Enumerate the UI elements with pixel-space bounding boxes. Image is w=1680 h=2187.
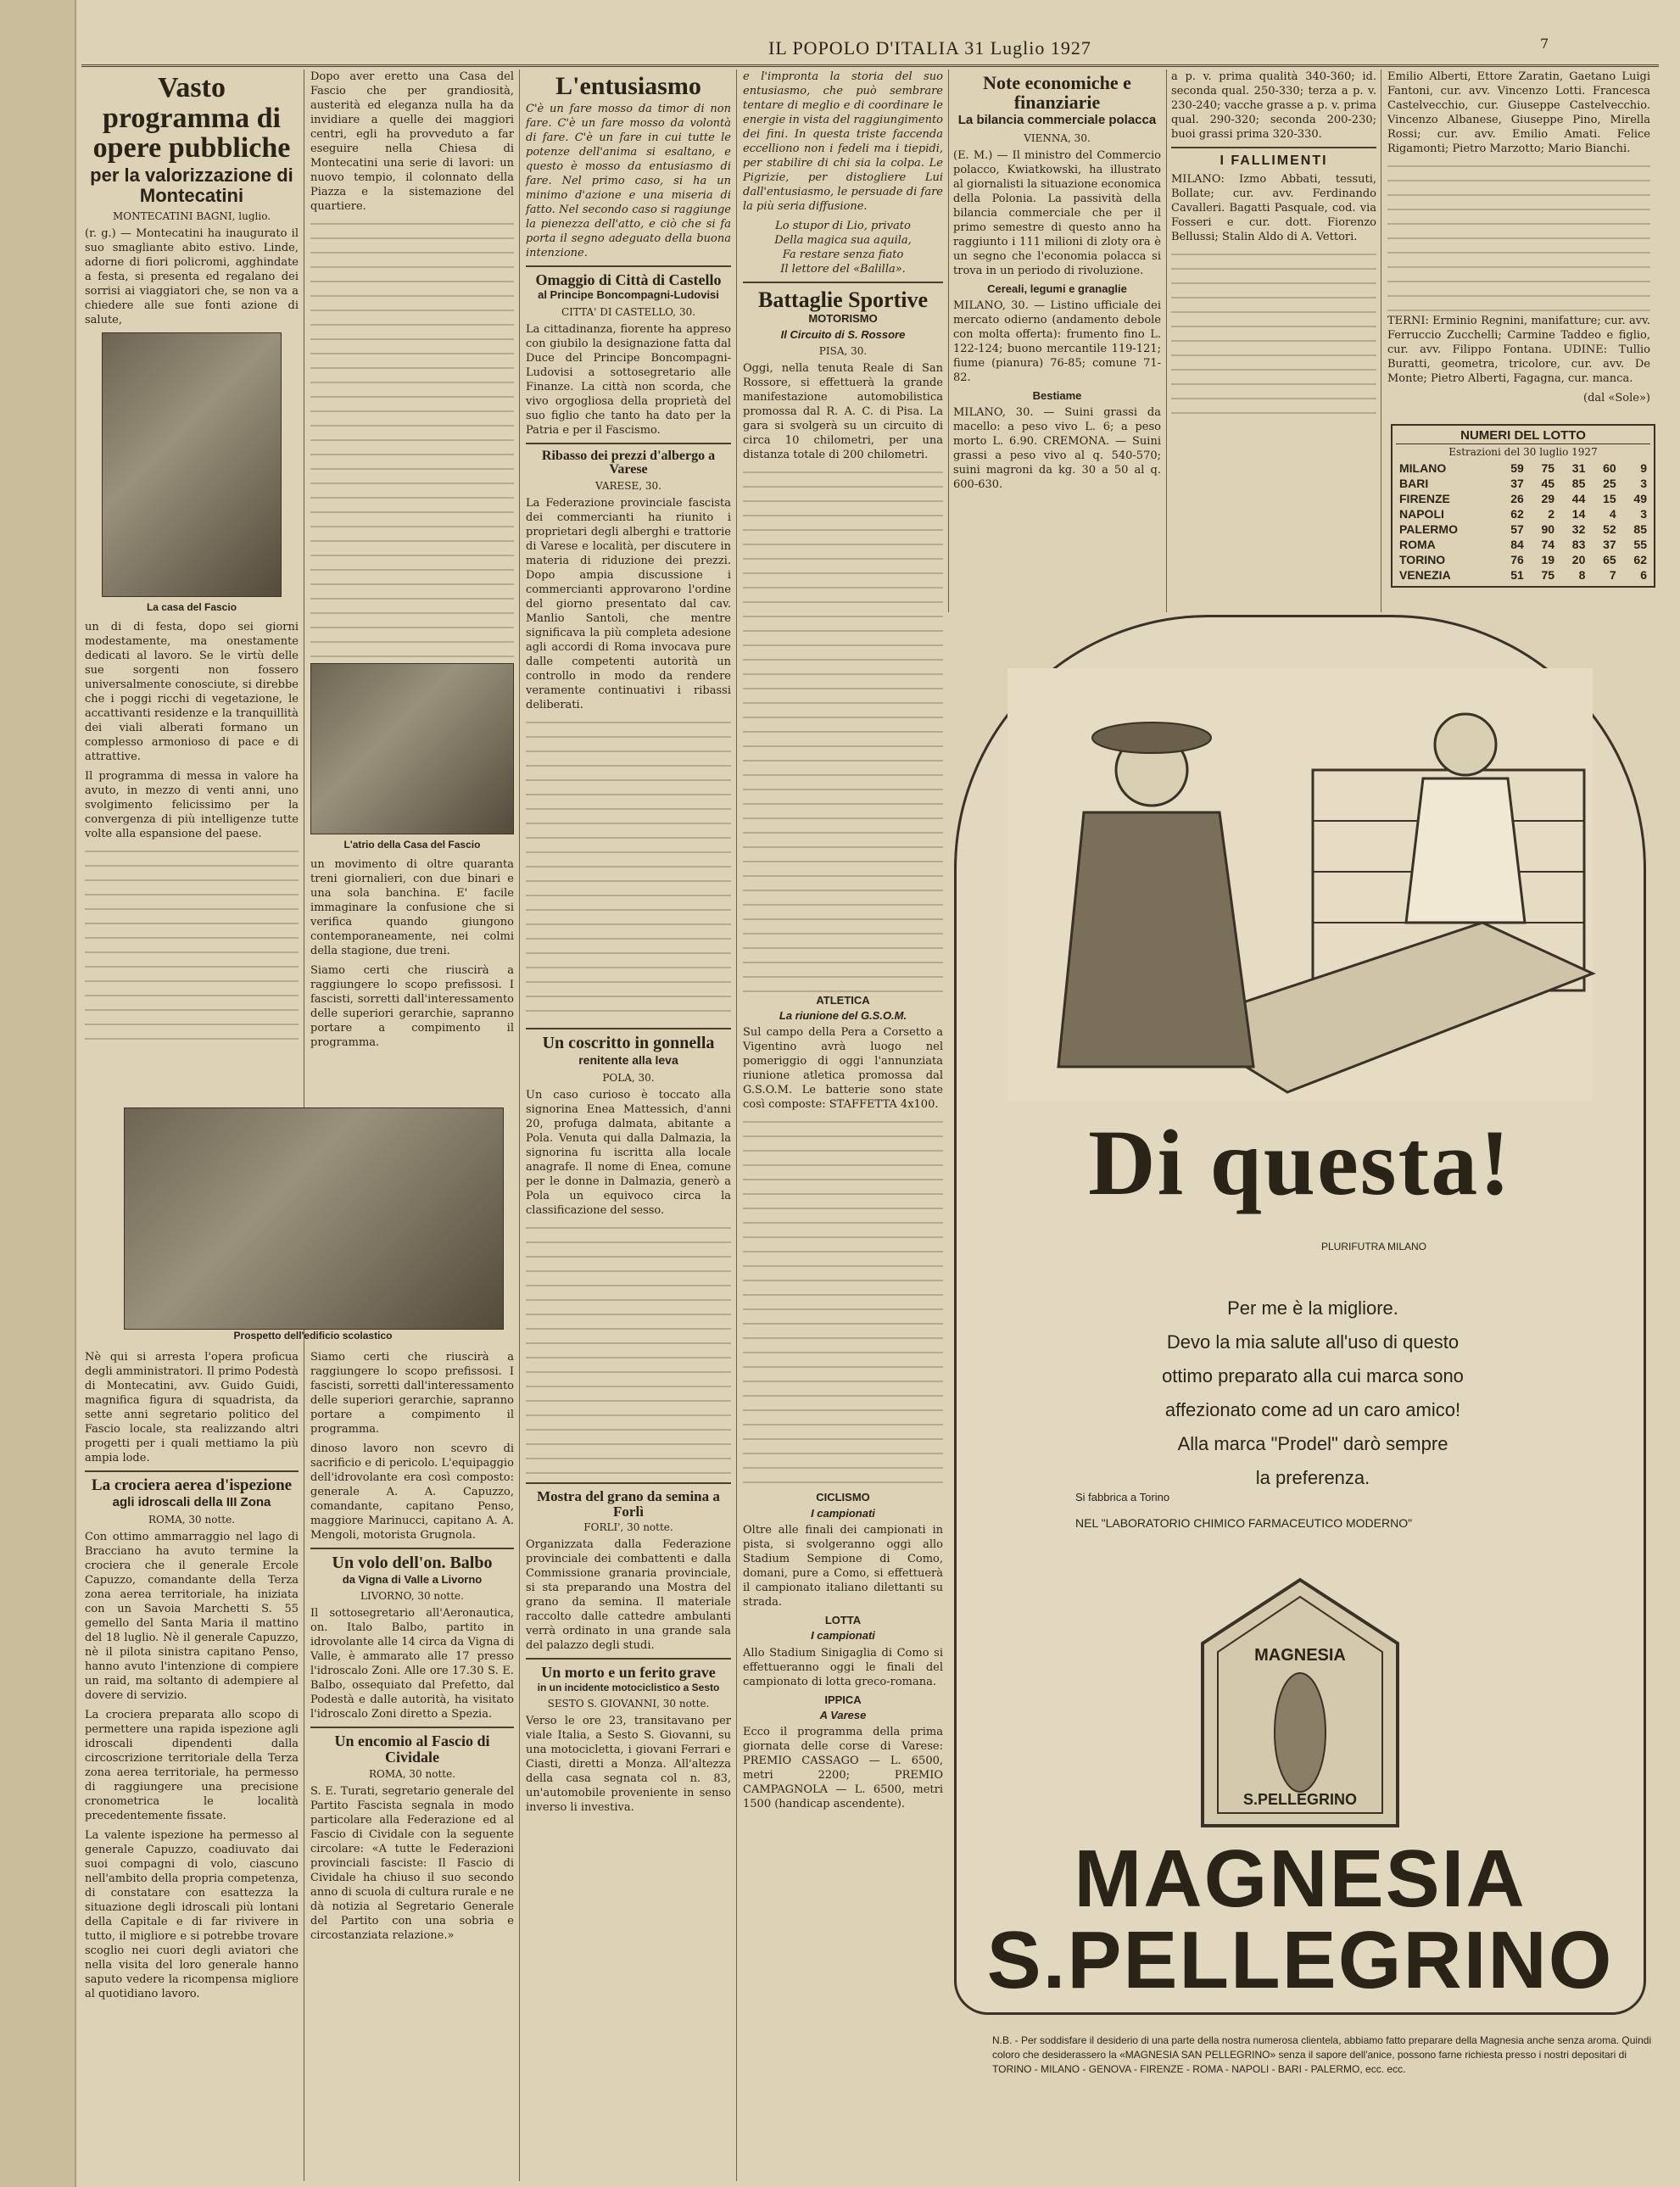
article-paragraph: e l'impronta la storia del suo entusiasmo, che può sembrare tentare di meglio e di coordinare le energie in vista del raggiungimento dei fini. In questa triste faccenda eccelliono non i fedeli ma i tiepidi, per stabilire di chi sia la colpa. Le Pigrizie, per distogliere Lui dall'entusiasmo, le persuade di fare la più seria diffusione. [743,70,947,213]
subhead-montecatini: per la valorizzazione di Montecatini [90,165,293,207]
dateline: POLA, 30. [602,1071,655,1084]
article-paragraph: Oltre alle finali dei campionati in pista, si svolgeranno oggi allo Stadium Sempione di Como, domani, pure a Como, si effettuerà il campionato italiano dilettanti su strada. [743,1524,947,1610]
lotto-number: 60 [1603,460,1616,475]
divider [526,265,731,267]
section-bestiame: Bestiame [1032,388,1082,402]
bottle-label-icon [1194,1576,1406,1830]
column-2 [310,70,518,1096]
subhead-bilancia-polacca: La bilancia commerciale polacca [957,113,1157,128]
lotto-number: 31 [1571,460,1586,475]
article-continuation [1171,249,1376,419]
photo-caption: Prospetto dell'edificio scolastico [233,1330,393,1342]
article-paragraph: La cittadinanza, fiorente ha appreso con giubilo la designazione fatta dal Duce del Principe Boncompagni-Ludovisi a sottosegretario alle Finanze. La città non scorda, che vivo orgogliosa della proprietà del suo figlio che tanto ha dato per la Patria e per il Fascismo. [526,322,735,437]
photo-casa-fascio [102,332,282,597]
article-paragraph: Oggi, nella tenuta Reale di San Rossore, si effettuerà la grande manifestazione automobilistica promossa dal R. A. C. di Pisa. La gara si svolgerà su un circuito di circa 10 chilometri, per una distanza totale di 200 chilometri. [743,361,947,461]
subsection-rossore: Il Circuito di S. Rossore [780,327,906,341]
divider [526,1028,731,1029]
article-paragraph: un di di festa, dopo sei giorni modestamente, ma onestamente dedicati al lavoro. Se le virtù delle sue sorgenti non fossero universalmente conosciute, si direbbe che i poggi ricchi di vegetazione, le accattivanti residenze e la tranquillità dei viali alberati formano un complesso armonioso di pace e di attrattive. [85,621,303,764]
article-paragraph: La Federazione provinciale fascista dei commercianti ha riunito i proprietari degli alberghi e trattorie di Varese e località, per discutere in materia di riduzione dei prezzi. Dopo ampia discussione i commercianti approvarono l'ordine del giorno presentato dal cav. Manlio Santoli, che mentre significava la più completa adesione agli accordi di Roma invocava pure dalle competenti autorità un controllo in modo da rendere veramente continuativi i ribassi deliberati. [526,497,735,712]
article-continuation [526,717,731,1023]
dateline: VARESE, 30. [594,480,661,493]
section-fallimenti: I FALLIMENTI [1220,153,1328,168]
ad-line: Devo la mia salute all'uso di questo [1166,1331,1460,1353]
article-paragraph: La crociera preparata allo scopo di permettere una rapida ispezione agli idroscali dipendenti dalla circoscrizione territoriale della Terza zona aerea territoriale, ha permesso di raggiungere una precisione cronometrica le località precedentemente fissate. [85,1709,303,1823]
headline-entusiasmo: L'entusiasmo [555,72,701,100]
ad-brand-mark: PLURIFUTRA MILANO [1321,1241,1427,1253]
article-paragraph: MILANO, 30. — Suini grassi da macello: a peso vivo L. 6; a peso morto L. 6.90. CREMONA. — Suini grassi a peso vivo al q. 540-570; suini magroni da kg. 30 a 50 al q. 600-630. [953,406,1165,492]
dateline: SESTO S. GIOVANNI, 30 notte. [547,1698,710,1710]
article-paragraph: Con ottimo ammarraggio nel lago di Bracciano ha avuto termine la crociera che il generale Ercole Capuzzo, comandante della Terza zona aerea territoriale, ha iniziata con un Savoia Marchetti S. 55 gemello del Santa Maria il mattino del 18 luglio. Nè il generale Capuzzo, nè il pilota sinistra capitano Penso, hanno avuto l'intenzione di compiere un raid, ma soltanto di adempiere al dovere di servizio. [85,1531,303,1703]
lotto-number: 26 [1510,491,1524,505]
ad-testimonial [1058,1292,1567,1495]
subsection-campionati-lotta: I campionati [811,1629,875,1643]
subhead-incidente: in un incidente motociclistico a Sesto [537,1682,720,1694]
poem: Lo stupor di Lio, privato Della magica sua aquila, Fa restare senza fiato Il lettore del «Balilla». [774,220,912,276]
subhead-renitente: renitente alla leva [578,1053,678,1068]
lotto-number: 62 [1510,506,1524,521]
lotto-table [1396,460,1650,583]
subhead-idroscali: agli idroscali della III Zona [112,1494,271,1509]
article-paragraph: Verso le ore 23, transitavano per viale Italia, a Sesto S. Giovanni, su una motocicletta, i giovani Ferrari e Ciasti, diretti a Monza. All'altezza della casa segnata col n. 83, un'automobile proveniente in senso inverso li investiva. [526,1715,735,1815]
pharmacy-illustration [1007,668,1593,1101]
headline-mostra-grano: Mostra del grano da semina a Forlì [537,1487,720,1520]
article-paragraph: MILANO: Izmo Abbati, tessuti, Bollate; cur. avv. Ferdinando Cavalleri. Bagatti Pasquale, cod. via Fosseri e cur. dott. Fiorenzo Bellussi; Stalin Aldo di A. Vettori. [1171,172,1381,243]
lotto-number: 85 [1571,476,1586,490]
lotto-number: 8 [1578,567,1586,582]
column-rule [948,70,949,612]
article-paragraph: Allo Stadium Sinigaglia di Como si effettueranno oggi le finali del campionato di lotta greco-romana. [743,1646,947,1688]
article-paragraph: dinoso lavoro non scevro di sacrificio e di pericolo. L'equipaggio dell'idrovolante era così composto: generale A. A. Capuzzo, comandante, capitano Penso, maggiore Marinucci, capitano A. A. Mengoli, motorista Grugnola. [310,1442,518,1542]
lotto-row [1396,460,1650,476]
source-note: (dal «Sole») [1583,392,1650,404]
lotto-number: 19 [1541,552,1555,566]
ad-product-line1: MAGNESIA [1074,1833,1527,1924]
article-continuation [85,846,299,1041]
article-continuation [310,219,514,660]
headline-opere-pubbliche: Vasto programma di opere pubbliche [92,72,291,165]
lotto-number: 57 [1510,522,1524,536]
headline-coscritto: Un coscritto in gonnella [542,1034,715,1053]
lotto-number: 84 [1510,537,1524,551]
article-continuation [1387,161,1650,314]
headline-volo-balbo: Un volo dell'on. Balbo [332,1554,493,1572]
column-7 [1387,70,1655,417]
lotto-number: 75 [1541,567,1555,582]
results-list [743,1117,943,1490]
subhead-vigna-livorno: da Vigna di Valle a Livorno [342,1573,483,1586]
photo-atrio [310,663,514,834]
lotto-row [1396,552,1650,567]
dateline: PISA, 30. [818,344,868,357]
lotto-number: 32 [1571,522,1586,536]
dateline: ROMA, 30 notte. [368,1768,456,1781]
lotto-number: 45 [1541,476,1555,490]
lotto-number: 55 [1633,537,1647,551]
subhead-boncompagni: al Principe Boncompagni-Ludovisi [538,288,719,302]
section-lotta: LOTTA [824,1614,862,1627]
column-6 [1171,70,1381,612]
ad-line: la preferenza. [1255,1467,1370,1488]
lotto-date: Estrazioni del 30 luglio 1927 [1448,445,1598,458]
article-paragraph: Organizzata dalla Federazione provinciale dei combattenti e dalla Commissione granaria provinciale, si sta preparando una Mostra del grano da semina. Il materiale raccolto dalle cattedre ambulanti verrà ordinato in una grande sala del palazzo degli studi. [526,1538,735,1653]
section-atletica: ATLETICA [816,993,870,1007]
ad-made-in: Si fabbrica a Torino [1075,1491,1170,1504]
section-ippica: IPPICA [824,1693,862,1706]
ad-product-name [957,1833,1644,2006]
lotto-city: NAPOLI [1399,506,1444,521]
column-4 [743,70,947,2181]
headline-cividale: Un encomio al Fascio di Cividale [334,1732,490,1766]
column-rule [1166,70,1167,612]
lotto-row [1396,567,1650,583]
article-paragraph: Il programma di messa in valore ha avuto, in mezzo di venti anni, uno svolgimento felicissimo per la convergenza di più intelligenze tutte volte alla espansione del paese. [85,770,303,841]
article-paragraph: Nè qui si arresta l'opera proficua degli amministratori. Il primo Podestà di Montecatini, avv. Guido Guidi, magnifica figura di squadrista, da sette anni segretario politico del Fascio locale, sta realizzando altri progetti per i quali mettiamo la più ampia lode. [85,1351,303,1465]
lotto-number: 29 [1541,491,1555,505]
lotto-city: FIRENZE [1399,491,1450,505]
lotto-number: 85 [1633,522,1647,536]
article-paragraph: TERNI: Erminio Regnini, manifatture; cur. avv. Ferruccio Zucchelli; Carmine Taddeo e figlio, cur. avv. Filippo Fontana. UDINE: Tullio Buratti, geometra, tricolore, cur. avv. De Monte; Pietro Alberti, Fagagna, cur. manca. [1387,315,1655,385]
article-paragraph: Sul campo della Pera a Corsetto a Vigentino avrà luogo nel pomeriggio di oggi l'annunziata riunione atletica promossa dal G.S.O.M. Le batterie sono state così composte: STAFFETTA 4x100. [743,1026,947,1112]
lotto-row [1396,476,1650,491]
lotto-number: 76 [1510,552,1524,566]
lotto-number: 44 [1571,491,1586,505]
lotto-row [1396,506,1650,522]
headline-morto-ferito: Un morto e un ferito grave [541,1664,716,1682]
lotto-city: VENEZIA [1399,567,1451,582]
lotto-number: 2 [1548,506,1555,521]
article-paragraph: MILANO, 30. — Listino ufficiale dei mercato odierno (andamento debole con molta offerta): frumento fino L. 122-124; buono mercantile 119-121; fiume (pianura) 76-85; comune 71-82. [953,298,1165,384]
lotto-number: 52 [1603,522,1616,536]
lotto-number: 37 [1510,476,1524,490]
lotto-number: 6 [1640,567,1647,582]
lotto-city: ROMA [1399,537,1436,551]
subsection-gsom: La riunione del G.S.O.M. [779,1009,907,1023]
article-paragraph: Il sottosegretario all'Aeronautica, on. Italo Balbo, partito in idrovolante alle 14 circa da Vigna di Valle, è ammarato alle 17 presso l'idroscalo Zoni. Alle ore 17.30 S. E. Balbo, ossequiato dal Prefetto, dal Podestà e dalle autorità, ha visitato l'idroscalo Zoni diretto a Spezia. [310,1607,518,1721]
advertisement-magnesia [954,615,1646,2015]
lotto-title: NUMERI DEL LOTTO [1396,429,1650,444]
masthead: IL POPOLO D'ITALIA 31 Luglio 1927 [768,37,1091,59]
results-list [743,467,943,993]
lotto-row [1396,491,1650,506]
article-paragraph: a p. v. prima qualità 340-360; id. seconda qual. 250-330; terza a p. v. 230-240; vacche grasse a p. v. prima qual. 290-320; seconda 200-230; buoi grassi prima 320-330. [1171,70,1381,141]
section-ciclismo: CICLISMO [816,1491,870,1504]
ad-line: Per me è la migliore. [1227,1297,1398,1319]
divider [526,1482,731,1484]
lotto-number: 49 [1633,491,1647,505]
lotto-number: 3 [1640,476,1647,490]
lotto-city: PALERMO [1399,522,1458,536]
ad-line: affezionato come ad un caro amico! [1164,1399,1461,1420]
dateline: CITTA' DI CASTELLO, 30. [561,305,696,318]
dateline: FORLI', 30 notte. [583,1521,673,1534]
ad-line: Alla marca "Prodel" darò sempre [1177,1433,1448,1454]
bottle-label-top: MAGNESIA [1254,1646,1346,1665]
article-paragraph: C'è un fare mosso da timor di non fare. C'è un fare mosso da volontà di fare. C'è un fare in cui tutte le potenze dell'anima si esaltano, e questo è mosso da entusiasmo di fare. Nel primo caso, si ha un minimo d'azione e una miseria di fatto. Nel secondo caso si raggiunge la pienezza dell'atto, e ciò che si fa porta il segno adeguato della buona intenzione. [526,102,735,259]
dateline: MONTECATINI BAGNI, luglio. [112,210,271,223]
column-rule [519,70,520,2181]
divider [310,1548,514,1549]
page-gutter [0,0,76,2187]
divider [1171,147,1376,148]
column-3 [526,70,735,2181]
divider [310,1727,514,1728]
lotto-number: 3 [1640,506,1647,521]
article-paragraph: Ecco il programma della prima giornata delle corse di Varese: PREMIO CASSAGO — L. 6500, metri 2200; PREMIO CAMPAGNOLA — L. 6500, metri 1500 (handicap ascendente). [743,1726,947,1811]
lotto-city: BARI [1399,476,1429,490]
lotto-row [1396,522,1650,537]
lotto-number: 90 [1541,522,1555,536]
lotto-number: 65 [1603,552,1616,566]
dateline: LIVORNO, 30 notte. [360,1590,464,1603]
lotto-number: 9 [1640,460,1647,475]
headline-crociera: La crociera aerea d'ispezione [91,1476,293,1494]
headline-battaglie-sportive: Battaglie Sportive [757,287,929,312]
article-paragraph: Dopo aver eretto una Casa del Fascio che per grandiosità, austerità ed eleganza nulla ha da invidiare a quelle dei maggiori centri, egli ha provveduto a far eseguire nella Chiesa di Montecatini una serie di lavori: un nuovo tempio, il colonnato della Piazza e la sistemazione del quartiere. [310,70,518,213]
lotto-number: 4 [1609,506,1616,521]
lotto-city: TORINO [1399,552,1446,566]
dateline: VIENNA, 30. [1024,131,1091,144]
photo-edificio-scolastico [124,1107,504,1330]
headline-citta-castello: Omaggio di Città di Castello [535,271,722,288]
article-paragraph: Siamo certi che riuscirà a raggiungere lo scopo prefissosi. I fascisti, sorretti dall'interessamento delle superiori gerarchie, sapranno portare a compimento il programma. [310,1351,518,1436]
page-number: 7 [1540,36,1549,52]
photo-caption: La casa del Fascio [146,601,237,614]
lotto-number: 83 [1571,537,1586,551]
column-2-lower [310,1350,518,2177]
ad-footnote: N.B. - Per soddisfare il desiderio di una parte della nostra numerosa clientela, abbiamo fatto preparare della Magnesia anche senza aroma. Quindi coloro che desiderassero la «MAGNESIA SAN PELLEGRINO» senza il sapore dell'anice, possono farne richiesta presso i nostri depositari di TORINO - MILANO - GENOVA - FIRENZE - ROMA - NAPOLI - BARI - PALERMO, ecc. ecc. [992,2034,1652,2075]
column-5 [953,70,1165,612]
article-paragraph: Siamo certi che riuscirà a raggiungere lo scopo prefissosi. I fascisti, sorretti dall'interessamento delle superiori gerarchie, sapranno portare a compimento il programma. [310,964,518,1049]
divider [85,1470,299,1472]
ad-slogan: Di questa! [1088,1111,1512,1214]
article-paragraph: un movimento di oltre quaranta treni giornalieri, con due binari e una sola banchina. E' facile immaginare la confusione che si verifica quando giungono contemporaneamente, nei colmi della stagione, due treni. [310,858,518,957]
lotto-number: 7 [1609,567,1616,582]
article-paragraph: Un caso curioso è toccato alla signorina Enea Mattessich, d'anni 20, profuga dalmata, abitante a Pola. Venuta qui dalla Dalmazia, la signorina fu iscritta alla locale anagrafe. Il nome di Enea, comune per le donne in Dalmazia, generò a Pola un equivoco circa la classificazione del sesso. [526,1088,735,1217]
divider [743,282,943,283]
lotto-number: 25 [1603,476,1616,490]
article-continuation [526,1223,731,1477]
subsection-varese: A Varese [819,1708,867,1721]
photo-caption: L'atrio della Casa del Fascio [343,839,481,851]
section-cereali: Cereali, legumi e granaglie [987,282,1127,295]
article-paragraph: La valente ispezione ha permesso al generale Capuzzo, coadiuvato dai suoi compagni di volo, ciascuno nell'ambito della propria competenza, di constatare con esattezza la situazione degli idroscali più lontani della Capitale e di far rivivere in tutto, il migliore e si potrebbe trovare scoglio nei cuori degli aviatori che nella visita del loro generale hanno saputo vedere la ricompensa migliore al quotidiano lavoro. [85,1829,303,2001]
article-paragraph: Emilio Alberti, Ettore Zaratin, Gaetano Luigi Fantoni, cur. avv. Vincenzo Lotti. Francesca Castelvecchio, cur. Giuseppe Castelvecchio. Vincenzo Albanese, Giuseppe Pino, Mirella Rossi; cur. avv. Emilio Amati. Felice Rigamonti; Pietro Marzotto; Mario Bianchi. [1387,70,1655,155]
ad-laboratory: NEL "LABORATORIO CHIMICO FARMACEUTICO MODERNO" [1075,1516,1413,1530]
divider [526,443,731,444]
lotto-number: 75 [1541,460,1555,475]
article-paragraph: (r. g.) — Montecatini ha inaugurato il suo smagliante abito estivo. Linde, adorne di fiori policromi, agghindate a festa, si presenta ed regalano dei sorrisi ai viaggiatori che, se non va a chiedere alle sue fonti azione di salute, [85,227,303,327]
bottle-label-bottom: S.PELLEGRINO [1242,1791,1358,1808]
lotto-number: 51 [1510,567,1524,582]
lotto-number: 59 [1510,460,1524,475]
page-header [81,31,1659,67]
column-1-lower [85,1350,303,2177]
lotto-number: 20 [1571,552,1586,566]
headline-note-economiche: Note economiche e finanziarie [983,72,1131,114]
subsection-campionati: I campionati [811,1506,875,1520]
section-motorismo: MOTORISMO [808,312,878,326]
lotto-number: 74 [1541,537,1555,551]
ad-product-line2: S.PELLEGRINO [986,1915,1614,2006]
divider [526,1658,731,1660]
ad-line: ottimo preparato alla cui marca sono [1162,1365,1464,1386]
lotto-row [1396,537,1650,552]
headline-varese-alberghi: Ribasso dei prezzi d'albergo a Varese [541,448,716,477]
lotto-number: 14 [1571,506,1586,521]
lotto-number: 62 [1633,552,1647,566]
article-paragraph: S. E. Turati, segretario generale del Partito Fascista segnala in modo particolare alla Federazione ed al Fascio di Cividale con la seguente circolare: «A tutte le Federazioni provinciali fasciste: Il Fascio di Cividale ha chiuso il suo secondo anno di scuola di cultura rurale e ne dà notizia al Segretario Generale del Partito con una sobria e circostanziata relazione.» [310,1785,518,1943]
dateline: ROMA, 30 notte. [148,1514,236,1526]
lotto-box [1391,424,1655,588]
lotto-city: MILANO [1399,460,1447,475]
article-paragraph: (E. M.) — Il ministro del Commercio polacco, Kwiatkowski, ha illustrato al giornalisti la situazione economica della Polonia. La passività della bilancia commerciale che per il primo semestre di questo anno ha raggiunto i 111 milioni di zloty ora è un segno che l'economia polacca si trova in un periodo di rivoluzione. [953,148,1165,277]
lotto-number: 37 [1603,537,1616,551]
lotto-number: 15 [1603,491,1616,505]
column-rule [736,70,737,2181]
